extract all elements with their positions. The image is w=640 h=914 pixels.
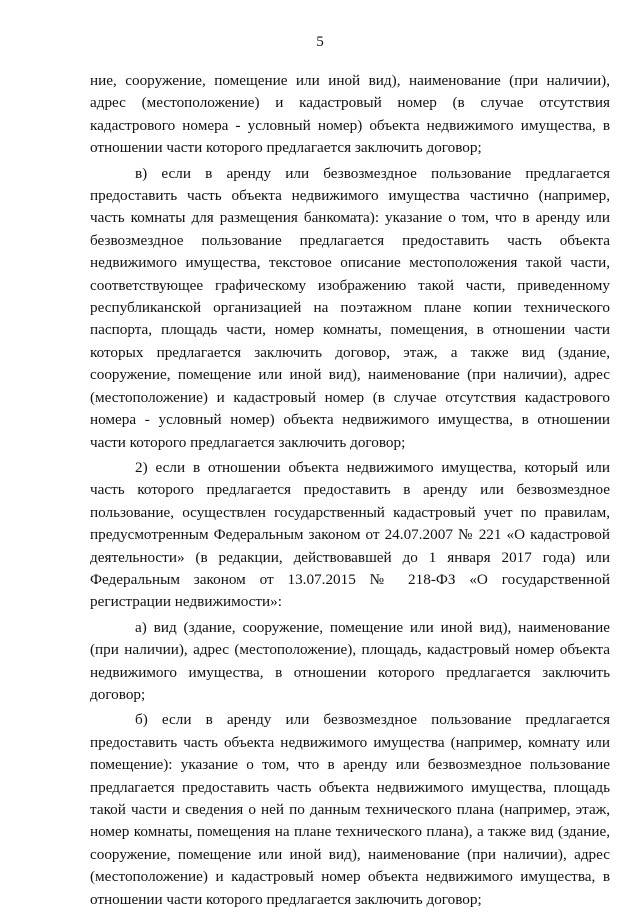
paragraph-continuation: ние, сооружение, помещение или иной вид), наименование (при наличии), адрес (местоположение) и кадастровый номер (в случае отсутствия кадастрового номера - условный номер) объекта недвижимого имущества, в отношении части которого предлагается заключить договор;: [90, 72, 610, 157]
document-body: [90, 70, 610, 914]
paragraph-item-v: в) если в аренду или безвозмездное пользование предлагается предоставить часть объекта недвижимого имущества частично (например, часть комнаты для размещения банкомата): указание о том, что в аренду или безвозмездное пользование предлагается предоставить часть объекта недвижимого имущества, текстовое описание местоположения такой части, соответствующее графическому изображению такой части, приведенному республиканской организацией на поэтажном плане копии технического паспорта, площадь части, номер комнаты, помещения, в отношении части которых предлагается заключить договор, этаж, а также вид (здание, сооружение, помещение или иной вид), наименование (при наличии), адрес (местоположение) и кадастровый номер (в случае отсутствия кадастрового номера - условный номер) объекта недвижимого имущества, в отношении части которого предлагается заключить договор;: [90, 164, 610, 451]
paragraph-item-2: 2) если в отношении объекта недвижимого имущества, который или часть которого предлагается предоставить в аренду или безвозмездное пользование, осуществлен государственный кадастровый учет по правилам, предусмотренным Федеральным законом от 24.07.2007 № 221 «О кадастровой деятельности» (в редакции, действовавшей до 1 января 2017 года) или Федеральным законом от 13.07.2015 № 218-ФЗ «О государственной регистрации недвижимости»:: [90, 458, 610, 611]
page-number: 5: [316, 34, 324, 50]
paragraph-item-a: а) вид (здание, сооружение, помещение или иной вид), наименование (при наличии), адрес (местоположение), площадь, кадастровый номер объекта недвижимого имущества, в отношении которого предлагается заключить договор;: [90, 618, 610, 703]
paragraph-item-b: б) если в аренду или безвозмездное пользование предлагается предоставить часть объекта недвижимого имущества (например, комнату или помещение): указание о том, что в аренду или безвозмездное пользование предлагается предоставить часть объекта недвижимого имущества, площадь такой части и сведения о ней по данным технического плана (например, этаж, номер комнаты, помещения на плане технического плана), а также вид (здание, сооружение, помещение или иной вид), наименование (при наличии), адрес (местоположение) и кадастровый номер объекта недвижимого имущества, в отношении части которого предлагается заключить договор;: [90, 711, 610, 908]
